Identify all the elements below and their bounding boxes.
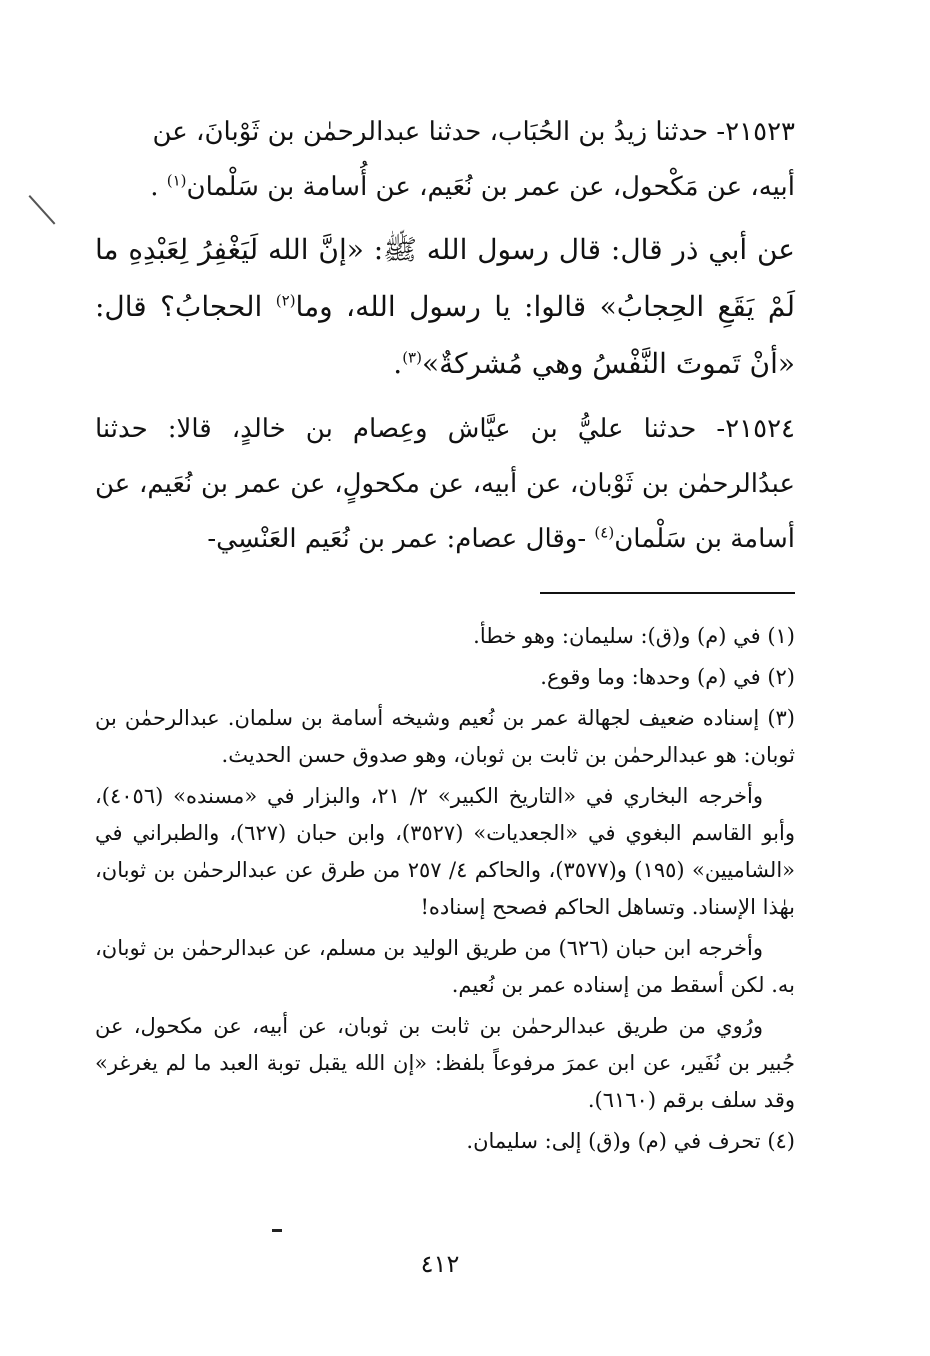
hadith-21523-matn-end: . — [393, 347, 403, 380]
footnote-ref-1[interactable]: (١) — [166, 171, 187, 190]
page-number: ٤١٢ — [420, 1250, 460, 1278]
footnote-2: (٢) في (م) وحدها: وما وقوع. — [540, 665, 795, 689]
hadith-21524-isnad-part2: -وقال عصام: عمر بن نُعَيم العَنْسِي- — [207, 524, 595, 554]
hadith-21523-matn-part1: عن أبي ذر قال: قال رسول الله ﷺ: «إنَّ الله لَيَغْفِرُ لِعَبْدِهِ ما لَمْ يَقَعِ الحِجابُ» قالوا: يا رسول الله، وما — [95, 233, 795, 323]
isnad-line2-end: . — [150, 172, 167, 202]
footnote-3-ibn-hibban: وأخرجه ابن حبان (٦٢٦) من طريق الوليد بن مسلم، عن عبدالرحمٰن بن ثوبان، به. لكن أسقط من إسناده عمر بن نُعيم. — [95, 936, 795, 997]
footnotes — [95, 618, 795, 1164]
hadith-21523-matn-part2: الحجابُ؟ قال: «أنْ تَموتَ النَّفْسُ وهي مُشركةٌ» — [95, 290, 795, 380]
footnote-ref-3[interactable]: (٣) — [402, 348, 422, 367]
hadith-21523-isnad — [95, 105, 795, 215]
footnote-ref-4[interactable]: (٤) — [594, 523, 615, 542]
footnote-3-takhrij: وأخرجه البخاري في «التاريخ الكبير» ٢/ ٢١، والبزار في «مسنده» (٤٠٥٦)، وأبو القاسم البغوي في «الجعديات» (٣٥٢٧)، وابن حبان (٦٢٧)، والطبراني في «الشاميين» (١٩٥) و(٣٥٧٧)، والحاكم ٤/ ٢٥٧ من طرق عن عبدالرحمٰن بن ثوبان، بهٰذا الإسناد. وتساهل الحاكم فصحح إسناده! — [95, 784, 796, 919]
footnote-1: (١) في (م) و(ق): سليمان: وهو خطأ. — [473, 624, 795, 648]
footnote-ref-2[interactable]: (٢) — [275, 291, 296, 310]
footnote-separator — [540, 592, 795, 594]
hadith-21524-isnad-part1: ٢١٥٢٤- حدثنا عليُّ بن عيَّاش وعِصام بن خالدٍ، قالا: حدثنا عبدُالرحمٰن بن ثَوْبان، عن أبيه، عن مكحولٍ، عن عمر بن نُعَيم، عن أسامة بن سَلْمان — [95, 414, 795, 554]
footnote-3: (٣) إسناده ضعيف لجهالة عمر بن نُعيم وشيخه أسامة بن سلمان. عبدالرحمٰن بن ثوبان: هو عبدالرحمٰن بن ثابت بن ثوبان، وهو صدوق حسن الحديث. — [95, 706, 795, 767]
footnote-3-other-route: ورُوي من طريق عبدالرحمٰن بن ثابت بن ثوبان، عن أبيه، عن مكحول، عن جُبير بن نُفَير، عن ابن عمرَ مرفوعاً بلفظ: «إن الله يقبل توبة العبد ما لم يغرغر» وقد سلف برقم (٦١٦٠). — [95, 1014, 795, 1112]
main-text — [95, 105, 795, 573]
hadith-21524-isnad — [95, 402, 795, 567]
hadith-21523-isnad-line1: ٢١٥٢٣- حدثنا زيدُ بن الحُبَاب، حدثنا عبدالرحمٰن بن ثَوْبانَ، عن — [152, 117, 795, 147]
margin-pen-mark — [29, 195, 56, 225]
stray-dash-mark — [272, 1229, 282, 1232]
hadith-21523-matn — [95, 221, 795, 392]
hadith-21523-isnad-line2: أبيه، عن مَكْحول، عن عمر بن نُعَيم، عن أُسامة بن سَلْمان — [186, 172, 795, 202]
footnote-4: (٤) تحرف في (م) و(ق) إلى: سليمان. — [466, 1129, 795, 1153]
